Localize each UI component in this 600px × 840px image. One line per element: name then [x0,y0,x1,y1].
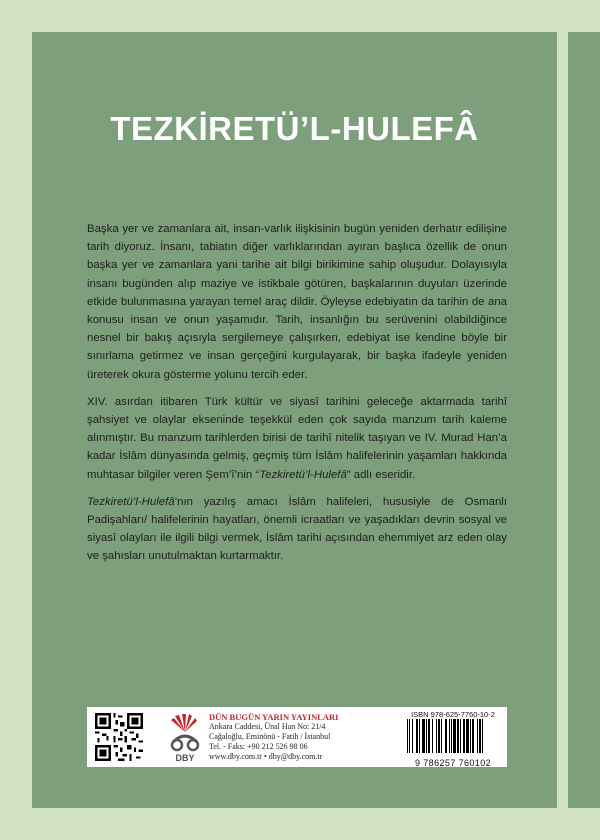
barcode-bar [428,719,430,753]
barcode-bar [409,719,410,753]
blurb-paragraph-2 [87,393,507,484]
publisher-name: DÜN BUGÜN YARIN YAYINLARI [209,712,339,722]
barcode-bar [445,719,447,753]
barcode-bar [466,719,469,753]
barcode-bar [482,719,483,753]
barcode-bar [432,719,433,753]
barcode-icon [403,719,503,753]
barcode-bar [449,719,450,753]
barcode-bar [426,719,427,753]
barcode-bar [407,719,408,753]
adjacent-cover-edge [568,32,600,808]
barcode-bar [460,719,461,753]
publisher-info [209,712,399,762]
barcode-bar [436,719,437,753]
barcode-bar [441,719,442,753]
isbn-label: ISBN 978-625-7760-10-2 [411,710,495,719]
barcode-bar [472,719,474,753]
back-cover [32,32,557,808]
barcode-bar [470,719,471,753]
barcode-bar [416,719,418,753]
barcode-bar [422,719,425,753]
logo-text: DBY [175,753,195,763]
publisher-web: www.dby.com.tr • dby@dby.com.tr [209,752,323,761]
barcode-bar [477,719,478,753]
p2-text-end: ” adlı eseridir. [346,468,416,481]
barcode-bar [453,719,456,753]
publisher-address-2: Cağaloğlu, Eminönü - Fatih / İstanbul [209,732,331,741]
publisher-logo-icon [163,712,207,764]
book-title: TEZKİRETÜ’L-HULEFÂ [110,110,479,147]
blurb-text [87,220,507,575]
p2-italic-title: Tezkiretü’l-Hulefâ [259,468,347,481]
qr-code-icon [95,713,143,761]
p3-italic-title: Tezkiretü’l-Hulefâ [87,495,175,508]
publisher-phone: Tel. - Faks: +90 212 526 98 06 [209,742,308,751]
barcode-bar [438,719,440,753]
barcode-bar [419,719,420,753]
publisher-address-1: Ankara Caddesi, Ünal Han No: 21/4 [209,722,326,731]
isbn-barcode [403,710,503,766]
barcode-bar [457,719,459,753]
publisher-footer [87,707,507,767]
p2-text-start: XIV. asırdan itibaren Türk kültür ve siyasî tarihini geleceğe aktarmada tarihî şahsiyet ve olaylar ekseninde teşekkül eden çok sayıda manzum tarih kaleme alınmıştır. Bu manzum tarihlerden birisi de tarihî nitelik taşıyan ve IV. Murad Han’a kadar İslâm dünyasında gelmiş, geçmiş tüm İslâm halifelerinin yaşamları hakkında muhtasar bilgiler veren Şem’î’nin “ [87,395,507,481]
blurb-paragraph-1: Başka yer ve zamanlara ait, insan-varlık ilişkisinin bugün yeniden derhatır edilişine tarih diyoruz. İnsanı, tabiatın diğer varlıklarından ayıran başlıca özellik de onun başka yer ve zamanlara yani tarihe ait bilgi birikimine sahip oluşudur. Dolayısıyla insanı bugünden alıp maziye ve istikbale götüren, başkalarının duyuları üzerinde etkide bulunmasına yarayan temel araç dildir. Öyleyse edebiyatın da tarihin de ana konusu insan ve onun yaşamıdır. Tarih, insanlığın bu serüvenini olabildiğince nesnel bir bakış açısıyla sergilemeye çalışırken, edebiyat ise kendine böyle bir sınırlama getirmez ve insan gerçeğini kurgulayarak, bir başka ifadeyle yeniden üreterek okura gösterme yolunu tercih eder. [87,223,507,381]
barcode-digits: 9 786257 760102 [414,758,492,768]
barcode-bar [451,719,452,753]
barcode-bar [463,719,465,753]
blurb-paragraph-3 [87,493,507,566]
barcode-bar [412,719,413,753]
p3-text: ’nın yazılış amacı İslâm halifeleri, hususiyle de Osmanlı Padişahları/ halifelerinin hayatları, önemli icraatları ve yaşadıkları devrin sosyal ve siyasî olayları ile ilgili bilgi vermek, İslâm tarihi açısından ehemmiyet arz eden olay ve şahısları unutulmaktan kurtarmaktır. [87,495,507,563]
barcode-bar [479,719,481,753]
